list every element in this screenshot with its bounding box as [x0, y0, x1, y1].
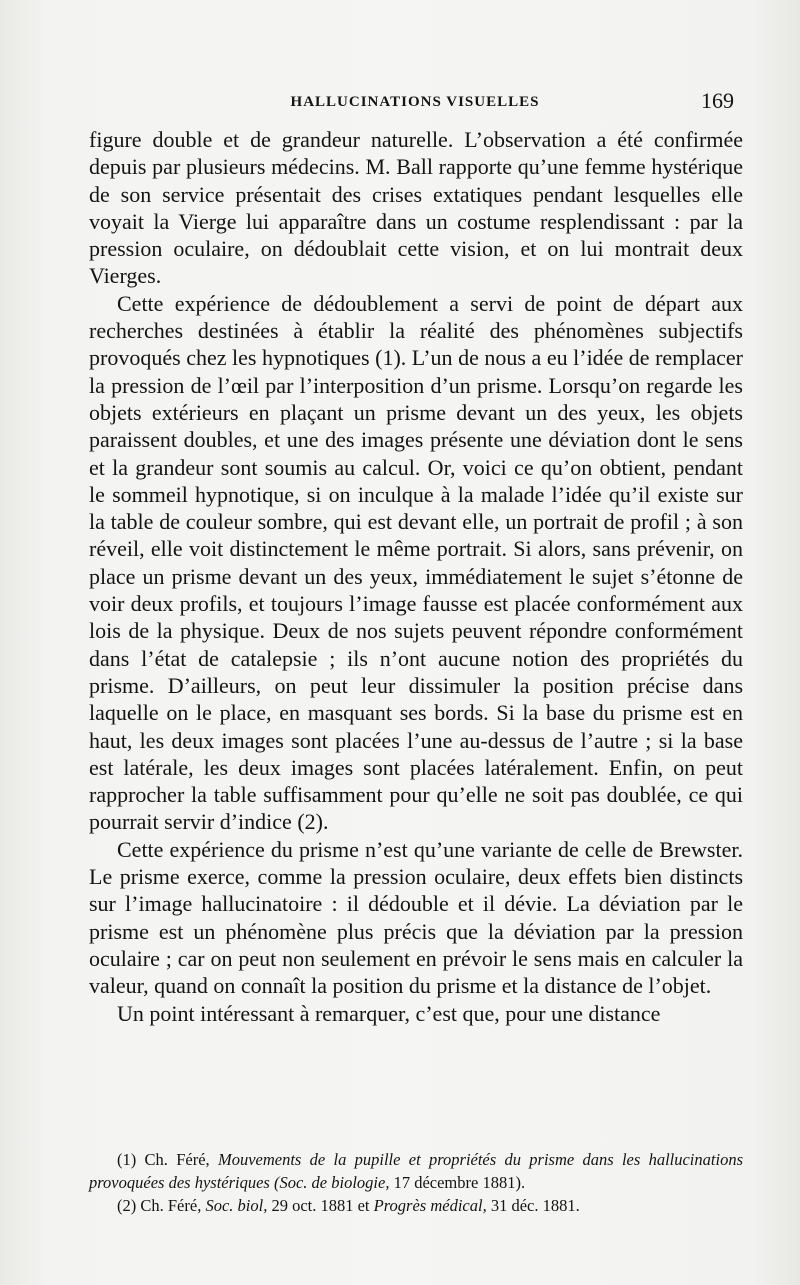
footnote-2-journal-1: Soc. biol, — [205, 1196, 268, 1215]
footnote-2-marker: (2) Ch. Féré, — [117, 1196, 202, 1215]
footnote-2-date-2: 31 déc. 1881. — [490, 1196, 580, 1215]
footnote-2-date-1: 29 oct. 1881 et — [271, 1196, 370, 1215]
paragraph-3: Cette expérience du prisme n’est qu’une variante de celle de Brewster. Le prisme exerce, comme la pression oculaire, deux effets bien distincts sur l’image hallucinatoire : il dédouble et il dévie. La déviation par le prisme est un phénomène plus précis que la déviation par la pression oculaire ; car on peut non seulement en prévoir le sens mais en calculer la valeur, quand on connaît la position du prisme et la distance de l’objet. — [89, 836, 743, 999]
paragraph-1: figure double et de grandeur naturelle. L’observation a été confirmée depuis par plusieurs médecins. M. Ball rapporte qu’une femme hystérique de son service présentait des crises extatiques pendant lesquelles elle voyait la Vierge lui apparaître dans un costume resplendissant : par la pression oculaire, on dédoublait cette vision, et on lui montrait deux Vierges. — [89, 127, 743, 289]
body-text — [89, 126, 743, 1027]
paragraph-2: Cette expérience de dédoublement a servi de point de départ aux recherches destinées à établir la réalité des phénomènes subjectifs provoqués chez les hypnotiques (1). L’un de nous a eu l’idée de remplacer la pression de l’œil par l’interposition d’un prisme. Lorsqu’on regarde les objets extérieurs en plaçant un prisme devant un des yeux, les objets paraissent doubles, et une des images présente une déviation dont le sens et la grandeur sont soumis au calcul. Or, voici ce qu’on obtient, pendant le sommeil hypnotique, si on inculque à la malade l’idée qu’il existe sur la table de couleur sombre, qui est devant elle, un portrait de profil ; à son réveil, elle voit distinctement le même portrait. Si alors, sans prévenir, on place un prisme devant un des yeux, immédiatement le sujet s’étonne de voir deux profils, et toujours l’image fausse est placée conformément aux lois de la physique. Deux de nos sujets peuvent répondre conformément dans l’état de catalepsie ; ils n’ont aucune notion des propriétés du prisme. D’ailleurs, on peut leur dissimuler la position précise dans laquelle on le place, en masquant ses bords. Si la base du prisme est en haut, les deux images sont placées l’une au-dessus de l’autre ; si la base est latérale, les deux images sont placées latéralement. Enfin, on peut rapprocher la table suffisamment pour qu’elle ne soit pas doublée, ce qui pourrait servir d’indice (2). — [89, 290, 743, 835]
page-number: 169 — [701, 88, 734, 113]
paragraph-4: Un point intéressant à remarquer, c’est que, pour une distance — [117, 1000, 661, 1026]
footnote-1-title: Mouvements de la pupille et propriétés du prisme dans les hallucinations provoquées des hystériques (Soc. de biologie, — [89, 1150, 743, 1192]
footnotes — [89, 1148, 743, 1217]
footnote-1 — [89, 1148, 743, 1194]
page-header — [90, 88, 740, 118]
footnote-1-date: 17 décembre 1881). — [393, 1173, 526, 1192]
footnote-2 — [89, 1194, 743, 1217]
footnote-1-marker: (1) Ch. Féré, — [117, 1150, 210, 1169]
running-head: HALLUCINATIONS VISUELLES — [290, 94, 540, 110]
footnote-2-journal-2: Progrès médical, — [373, 1196, 487, 1215]
